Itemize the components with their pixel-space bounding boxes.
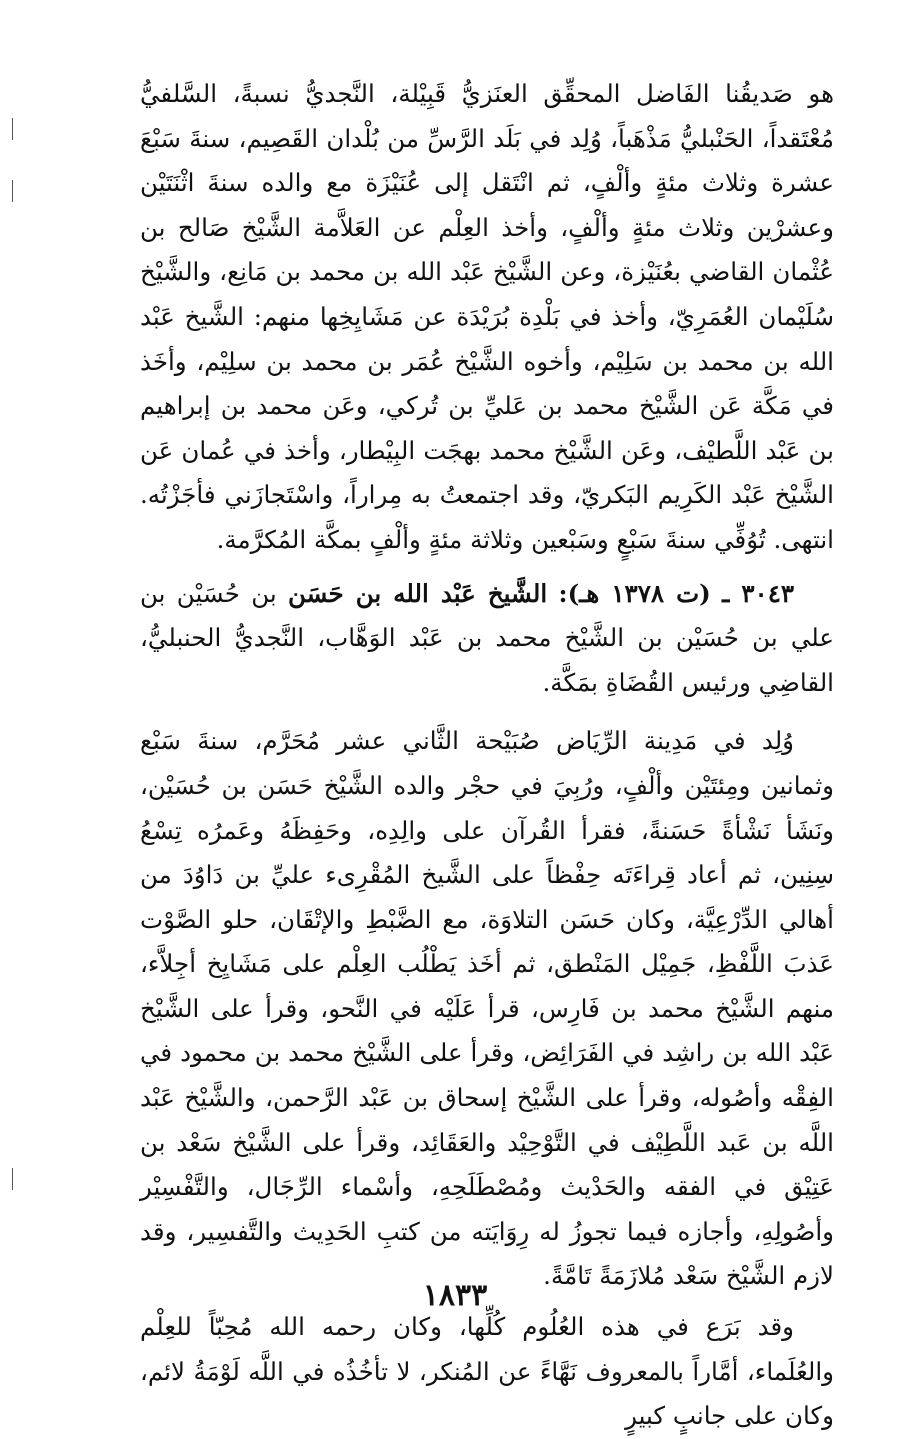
biography-paragraph: وقد بَرَع في هذه العُلُوم كُلِّها، وكان رحمه الله مُحِبّاً للعِلْم والعُلَماء، أمَّاراً بالمعروف نَهَّاءً عن المُنكر، لا تأخُذُه في اللَّه لَوْمَةُ لائم، وكان على جانبٍ كبيرٍ (140, 1312, 834, 1431)
scan-margin-mark (12, 180, 13, 202)
page-body (140, 72, 834, 1439)
entry-heading (140, 572, 834, 706)
entry-lineage: بن حُسَيْن بن علي بن حُسَيْن بن الشَّيْخ محمد بن عَبْد الوَهَّاب، النَّجديُّ الحنبليُّ، القاضِي ورئيس القُضَاةِ بمَكَّة. (140, 578, 834, 697)
entry-name: الشَّيخ عَبْد الله بن حَسَن (288, 578, 548, 608)
scan-margin-mark (12, 1168, 13, 1190)
entry-number: ٣٠٤٣ ـ (722, 578, 795, 608)
entry-death-date: (ت ١٣٧٨ هـ): (558, 578, 711, 608)
page-number: ١٨٣٣ (422, 1278, 488, 1313)
biography-paragraph-continued: هو صَديقُنا الفَاضل المحقِّق العنَزيُّ قَبِيْلة، النَّجديُّ نسبةً، السَّلفيُّ مُعْتَقداً، الحَنْبليُّ مَذْهَباً، وُلِد في بَلَد الرَّسِّ من بُلْدان القَصِيم، سنةَ سَبْعَ عشرة وثلاث مئةٍ وألْفٍ، ثم انْتَقل إلى عُنَيْزَة مع والده سنةَ اثْنَتَيْن وعشرْين وثلاث مئةٍ وألْفٍ، وأخذ العِلْم عن العَلاَّمة الشَّيْخ صَالح بن عُثْمان القاضي بعُنَيْزة، وعن الشَّيْخ عَبْد الله بن محمد بن مَانِع، والشَّيْخ سُلَيْمان العُمَرِيّ، وأخذ في بَلْدِة بُرَيْدَة عن مَشَايِخِها منهم: الشَّيخ عَبْد الله بن محمد بن سَلِيْم، وأخوه الشَّيْخ عُمَر بن محمد بن سلِيْم، وأخَذ في مَكَّة عَن الشَّيْخ محمد بن عَليِّ بن تُركي، وعَن محمد بن إبراهيم بن عَبْد اللَّطيْف، وعَن الشَّيْخ محمد بهجَت البِيْطار، وأخذ في عُمان عَن الشَّيْخ عَبْد الكَرِيم البَكريّ، وقد اجتمعتُ به مِراراً، واسْتَجازَني فأجَزْتُه. انتهى. تُوُفِّي سنةَ سَبْعٍ وسَبْعين وثلاثة مئةٍ وألْفٍ بمكَّة المُكرَّمة. (140, 79, 834, 554)
biography-paragraph: وُلِد في مَدِينة الرِّيَاض صُبَيْحة الثَّاني عشر مُحَرَّم، سنةَ سَبْع وثمانين ومِئتَيْن وألْفٍ، ورُبِيَ في حجْر والده الشَّيْخ حَسَن بن حُسَيْن، ونَشَأ نَشْأةً حَسَنةً، فقرأ القُرآن على والِدِه، وحَفِظَهُ وعَمرُه تِسْعُ سِنِين، ثم أعاد قِراءَتَه حِفْظاً على الشَّيخ المُقْرِىء عليِّ بن دَاوُدَ من أهالي الدِّرْعِيَّة، وكان حَسَن التلاوَة، مع الضَّبْطِ والإتْقَان، حلو الصَّوْت عَذبَ اللَّفْظِ، جَمِيْل المَنْطق، ثم أخَذ يَطْلُب العِلْم على مَشَايِخ أجِلاَّء، منهم الشَّيْخ محمد بن فَارِس، قرأ عَلَيْه في النَّحو، وقرأ على الشَّيْخ عَبْد الله بن راشِد في الفَرَائِض، وقرأ على الشَّيْخ محمد بن محمود في الفِقْه وأصُوله، وقرأ على الشَّيْخ إسحاق بن عَبْد الرَّحمن، والشَّيْخ عَبْد اللَّه بن عَبد اللَّطِيْف في التَّوْحِيْد والعَقَائِد، وقرأ على الشَّيْخ سَعْد بن عَتِيْق في الفقه والحَدْيث ومُصْطَلَحِهِ، وأسْماء الرِّجَال، والتَّفْسِيْر وأصُولِهِ، وأجازه فيما تجوزُ له رِوَايَته من كتبِ الحَدِيث والتَّفسِير، وقد لازم الشَّيْخ سَعْد مُلازَمَةً تَامَّةً. (140, 726, 834, 1291)
scan-margin-mark (12, 118, 13, 140)
